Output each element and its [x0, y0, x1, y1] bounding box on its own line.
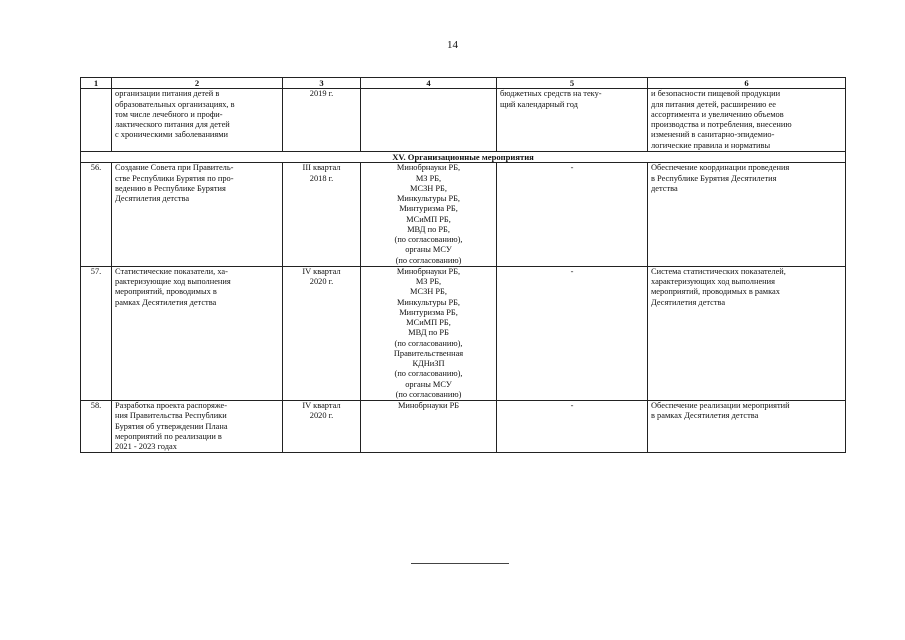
cell-line: Разработка проекта распоряже- [115, 401, 228, 411]
executor-line: МВД по РБ, [407, 224, 450, 234]
executor-line: МСЗН РБ, [410, 183, 447, 193]
executor-line: МСиМП РБ, [406, 214, 451, 224]
executor-line: Минобрнауки РБ, [396, 163, 461, 173]
cell-line: Обеспечение реализации мероприятий [651, 401, 790, 411]
cell-line: стве Республики Бурятия по про- [115, 173, 234, 183]
cell-line: бюджетных средств на теку- [500, 89, 602, 99]
cell-line: 2021 - 2023 годах [115, 442, 177, 452]
column-header: 1 [81, 78, 112, 89]
cell-line: для питания детей, расширению ее [651, 99, 776, 109]
executors-cell [361, 163, 497, 267]
measure-name-cell [112, 89, 283, 152]
executor-line: Минобрнауки РБ [397, 401, 460, 411]
cell-line: 2018 г. [309, 173, 334, 183]
cell-line: в Республике Бурятия Десятилетия [651, 173, 777, 183]
cell-line: Десятилетия детства [115, 194, 190, 204]
executor-line: Правительственная [393, 348, 464, 358]
row-number-cell: 58. [81, 401, 112, 453]
column-header: 2 [112, 78, 283, 89]
cell-line: в рамках Десятилетия детства [651, 411, 759, 421]
expected-result-cell [648, 89, 846, 152]
page-number: 14 [447, 39, 458, 51]
footnote-separator-line [411, 563, 509, 564]
cell-line: рактеризующие ход выполнения [115, 277, 231, 287]
cell-line: логические правила и нормативы [651, 140, 771, 150]
term-cell: 2019 г. [283, 89, 361, 152]
executor-line: органы МСУ [405, 245, 452, 255]
funding-sources-cell: - [497, 401, 648, 453]
executor-line: МСиМП РБ, [406, 318, 451, 328]
cell-line: ния Правительства Республики [115, 411, 227, 421]
cell-line: рамках Десятилетия детства [115, 297, 217, 307]
funding-sources-cell: - [497, 266, 648, 400]
expected-result-cell [648, 266, 846, 400]
cell-line: изменений в санитарно-эпидемио- [651, 130, 775, 140]
cell-line: том числе лечебного и профи- [115, 109, 223, 119]
section-heading-row [81, 151, 846, 162]
executor-line: МЗ РБ, [415, 173, 442, 183]
funding-sources-cell: - [497, 163, 648, 267]
executor-line: Минтуризма РБ, [399, 307, 458, 317]
cell-line: лактического питания для детей [115, 120, 230, 130]
column-header: 6 [648, 78, 846, 89]
cell-line: Система статистических показателей, [651, 266, 786, 276]
cell-line: Создание Совета при Правитель- [115, 163, 234, 173]
executor-line: органы МСУ [405, 379, 452, 389]
executor-line: МСЗН РБ, [410, 287, 447, 297]
executors-cell [361, 89, 497, 152]
executor-line: Минобрнауки РБ, [396, 266, 461, 276]
column-header: 4 [361, 78, 497, 89]
cell-line: Статистические показатели, ха- [115, 266, 228, 276]
cell-line: образовательных организациях, в [115, 99, 235, 109]
table-row [81, 163, 846, 267]
executor-line: КДНиЗП [412, 359, 445, 369]
term-cell [283, 401, 361, 453]
cell-line: производства и потребления, внесению [651, 120, 792, 130]
cell-line: характеризующих ход выполнения [651, 277, 775, 287]
expected-result-cell [648, 163, 846, 267]
cell-line: IV квартал [302, 401, 341, 411]
executor-line: (по согласованию) [395, 389, 462, 399]
executors-cell [361, 401, 497, 453]
cell-line: 2020 г. [309, 411, 334, 421]
executor-line: (по согласованию), [394, 235, 463, 245]
executor-line: (по согласованию), [394, 369, 463, 379]
cell-line: детства [651, 183, 678, 193]
cell-line: мероприятий по реализации в [115, 431, 222, 441]
executor-line: Минтуризма РБ, [399, 204, 458, 214]
cell-line: и безопасности пищевой продукции [651, 89, 781, 99]
table-row-continuation [81, 89, 846, 152]
row-number-cell: 57. [81, 266, 112, 400]
cell-line: IV квартал [302, 266, 341, 276]
table-row [81, 266, 846, 400]
measure-name-cell [112, 163, 283, 267]
cell-line: Десятилетия детства [651, 297, 726, 307]
executor-line: МВД по РБ [408, 328, 449, 338]
funding-sources-cell [497, 89, 648, 152]
executor-line: (по согласованию), [394, 338, 463, 348]
column-header-row [81, 78, 846, 89]
executor-line: МЗ РБ, [415, 277, 442, 287]
cell-line: ассортимента и увеличению объемов [651, 109, 784, 119]
row-number-cell [81, 89, 112, 152]
table-row [81, 401, 846, 453]
column-header: 5 [497, 78, 648, 89]
measure-name-cell [112, 266, 283, 400]
cell-line: Бурятия об утверждении Плана [115, 421, 228, 431]
cell-line: 2020 г. [309, 277, 334, 287]
term-cell [283, 266, 361, 400]
cell-line: щий календарный год [500, 99, 578, 109]
row-number-cell: 56. [81, 163, 112, 267]
expected-result-cell [648, 401, 846, 453]
executors-cell [361, 266, 497, 400]
executor-line: (по согласованию) [395, 255, 462, 265]
section-title: XV. Организационные мероприятия [81, 151, 846, 162]
action-plan-table [80, 77, 846, 453]
cell-line: с хроническими заболеваниями [115, 130, 229, 140]
cell-line: организации питания детей в [115, 89, 220, 99]
executor-line: Минкультуры РБ, [396, 297, 461, 307]
column-header: 3 [283, 78, 361, 89]
measure-name-cell [112, 401, 283, 453]
cell-line: ведению в Республике Бурятия [115, 183, 226, 193]
cell-line: III квартал [302, 163, 341, 173]
cell-line: мероприятий, проводимых в [115, 287, 217, 297]
executor-line: Минкультуры РБ, [396, 194, 461, 204]
term-cell [283, 163, 361, 267]
cell-line: мероприятий, проводимых в рамках [651, 287, 780, 297]
cell-line: Обеспечение координации проведения [651, 163, 790, 173]
